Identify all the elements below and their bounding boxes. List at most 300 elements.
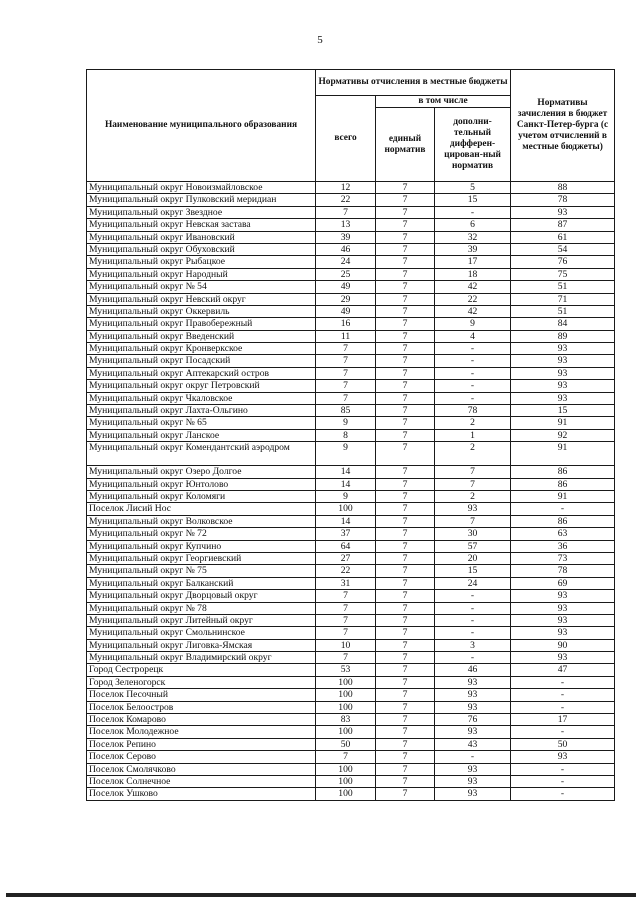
municipality-name-cell: Город Сестрорецк [87,664,316,676]
additional-norm-cell: 7 [435,515,511,527]
table-row [87,268,615,280]
additional-norm-cell: 4 [435,330,511,342]
additional-norm-cell: 15 [435,194,511,206]
spb-norm-cell: 78 [511,565,615,577]
table-row [87,355,615,367]
total-cell: 7 [316,614,376,626]
additional-norm-cell: - [435,392,511,404]
total-cell: 49 [316,281,376,293]
table-row [87,676,615,688]
total-cell: 53 [316,664,376,676]
unified-norm-cell: 7 [376,775,435,787]
additional-norm-cell: 24 [435,577,511,589]
spb-norm-cell: 92 [511,429,615,441]
municipality-name-cell: Поселок Лисий Нос [87,503,316,515]
additional-norm-cell: 5 [435,182,511,194]
spb-norm-cell: 90 [511,639,615,651]
total-cell: 24 [316,256,376,268]
spb-norm-cell: 78 [511,194,615,206]
header-total: всего [316,96,376,182]
table-row [87,751,615,763]
spb-norm-cell: 76 [511,256,615,268]
unified-norm-cell: 7 [376,528,435,540]
spb-norm-cell: 73 [511,552,615,564]
spb-norm-cell: 91 [511,417,615,429]
unified-norm-cell: 7 [376,194,435,206]
municipality-name-cell: Муниципальный округ Смольнинское [87,627,316,639]
total-cell: 22 [316,194,376,206]
additional-norm-cell: 57 [435,540,511,552]
spb-norm-cell: - [511,676,615,688]
spb-norm-cell: 93 [511,590,615,602]
total-cell: 7 [316,367,376,379]
table-row [87,380,615,392]
unified-norm-cell: 7 [376,552,435,564]
total-cell: 14 [316,478,376,490]
municipality-name-cell: Муниципальный округ Юнтолово [87,478,316,490]
additional-norm-cell: 93 [435,676,511,688]
unified-norm-cell: 7 [376,243,435,255]
municipality-name-cell: Поселок Серово [87,751,316,763]
municipality-name-cell: Муниципальный округ Волковское [87,515,316,527]
spb-norm-cell: 93 [511,206,615,218]
additional-norm-cell: 30 [435,528,511,540]
additional-norm-cell: 93 [435,775,511,787]
municipality-name-cell: Муниципальный округ Кронверкское [87,343,316,355]
spb-norm-cell: 91 [511,442,615,466]
total-cell: 46 [316,243,376,255]
total-cell: 14 [316,515,376,527]
unified-norm-cell: 7 [376,330,435,342]
table-row [87,343,615,355]
total-cell: 25 [316,268,376,280]
unified-norm-cell: 7 [376,590,435,602]
spb-norm-cell: - [511,775,615,787]
table-row [87,478,615,490]
spb-norm-cell: - [511,788,615,800]
unified-norm-cell: 7 [376,182,435,194]
additional-norm-cell: 93 [435,689,511,701]
municipality-name-cell: Поселок Белоостров [87,701,316,713]
additional-norm-cell: 76 [435,714,511,726]
municipality-name-cell: Поселок Ушково [87,788,316,800]
header-including: в том числе [376,96,511,108]
unified-norm-cell: 7 [376,343,435,355]
spb-norm-cell: 93 [511,751,615,763]
additional-norm-cell: 20 [435,552,511,564]
total-cell: 7 [316,206,376,218]
municipality-name-cell: Муниципальный округ Литейный округ [87,614,316,626]
unified-norm-cell: 7 [376,392,435,404]
spb-norm-cell: 93 [511,355,615,367]
additional-norm-cell: - [435,627,511,639]
table-row [87,182,615,194]
additional-norm-cell: 6 [435,219,511,231]
additional-norm-cell: 7 [435,478,511,490]
unified-norm-cell: 7 [376,614,435,626]
unified-norm-cell: 7 [376,515,435,527]
unified-norm-cell: 7 [376,318,435,330]
unified-norm-cell: 7 [376,305,435,317]
total-cell: 100 [316,788,376,800]
total-cell: 31 [316,577,376,589]
additional-norm-cell: - [435,590,511,602]
total-cell: 100 [316,726,376,738]
municipality-name-cell: Поселок Песочный [87,689,316,701]
additional-norm-cell: 7 [435,466,511,478]
table-row [87,392,615,404]
page-number: 5 [317,34,323,46]
table-row [87,726,615,738]
total-cell: 100 [316,503,376,515]
spb-norm-cell: 93 [511,367,615,379]
additional-norm-cell: 93 [435,788,511,800]
spb-norm-cell: 15 [511,405,615,417]
municipality-name-cell: Муниципальный округ Введенский [87,330,316,342]
table-row [87,689,615,701]
spb-norm-cell: 71 [511,293,615,305]
total-cell: 7 [316,602,376,614]
additional-norm-cell: - [435,751,511,763]
unified-norm-cell: 7 [376,751,435,763]
total-cell: 11 [316,330,376,342]
spb-norm-cell: 51 [511,281,615,293]
spb-norm-cell: 93 [511,614,615,626]
additional-norm-cell: - [435,614,511,626]
additional-norm-cell: 2 [435,442,511,466]
unified-norm-cell: 7 [376,417,435,429]
table-row [87,231,615,243]
table-header [87,70,615,182]
table-row [87,318,615,330]
total-cell: 37 [316,528,376,540]
total-cell: 50 [316,738,376,750]
unified-norm-cell: 7 [376,490,435,502]
municipality-name-cell: Муниципальный округ № 78 [87,602,316,614]
spb-norm-cell: 86 [511,466,615,478]
total-cell: 49 [316,305,376,317]
total-cell: 64 [316,540,376,552]
table-row [87,552,615,564]
municipality-name-cell: Поселок Солнечное [87,775,316,787]
additional-norm-cell: 43 [435,738,511,750]
table-row [87,590,615,602]
municipality-name-cell: Муниципальный округ Лахта-Ольгино [87,405,316,417]
spb-norm-cell: 93 [511,392,615,404]
total-cell: 7 [316,652,376,664]
spb-norm-cell: 91 [511,490,615,502]
additional-norm-cell: 93 [435,503,511,515]
municipality-name-cell: Муниципальный округ Рыбацкое [87,256,316,268]
municipality-name-cell: Муниципальный округ Лиговка-Ямская [87,639,316,651]
unified-norm-cell: 7 [376,503,435,515]
spb-norm-cell: 86 [511,478,615,490]
municipality-name-cell: Муниципальный округ Купчино [87,540,316,552]
table-row [87,614,615,626]
additional-norm-cell: 42 [435,281,511,293]
spb-norm-cell: 84 [511,318,615,330]
municipality-name-cell: Муниципальный округ Коломяги [87,490,316,502]
table-row [87,577,615,589]
spb-norm-cell: 88 [511,182,615,194]
spb-norm-cell: 63 [511,528,615,540]
table-row [87,281,615,293]
municipality-name-cell: Муниципальный округ Георгиевский [87,552,316,564]
table-row [87,206,615,218]
municipality-name-cell: Поселок Молодежное [87,726,316,738]
header-unified: единый норматив [376,108,435,182]
unified-norm-cell: 7 [376,442,435,466]
total-cell: 9 [316,442,376,466]
unified-norm-cell: 7 [376,738,435,750]
additional-norm-cell: 42 [435,305,511,317]
total-cell: 100 [316,763,376,775]
spb-norm-cell: 54 [511,243,615,255]
spb-norm-cell: 93 [511,652,615,664]
unified-norm-cell: 7 [376,689,435,701]
municipality-name-cell: Муниципальный округ Озеро Долгое [87,466,316,478]
total-cell: 13 [316,219,376,231]
table-row [87,256,615,268]
municipality-name-cell: Муниципальный округ № 72 [87,528,316,540]
total-cell: 14 [316,466,376,478]
municipality-name-cell: Муниципальный округ Ивановский [87,231,316,243]
table-row [87,466,615,478]
table-row [87,528,615,540]
additional-norm-cell: - [435,206,511,218]
total-cell: 8 [316,429,376,441]
additional-norm-cell: 15 [435,565,511,577]
norms-table [86,69,615,801]
spb-norm-cell: 86 [511,515,615,527]
unified-norm-cell: 7 [376,602,435,614]
table-row [87,565,615,577]
unified-norm-cell: 7 [376,206,435,218]
table-row [87,664,615,676]
unified-norm-cell: 7 [376,281,435,293]
additional-norm-cell: - [435,367,511,379]
spb-norm-cell: 93 [511,343,615,355]
municipality-name-cell: Муниципальный округ Балканский [87,577,316,589]
total-cell: 27 [316,552,376,564]
municipality-name-cell: Муниципальный округ Пулковский меридиан [87,194,316,206]
table-row [87,738,615,750]
unified-norm-cell: 7 [376,367,435,379]
spb-norm-cell: 36 [511,540,615,552]
total-cell: 7 [316,392,376,404]
unified-norm-cell: 7 [376,231,435,243]
spb-norm-cell: 50 [511,738,615,750]
spb-norm-cell: 17 [511,714,615,726]
unified-norm-cell: 7 [376,540,435,552]
unified-norm-cell: 7 [376,714,435,726]
spb-norm-cell: 89 [511,330,615,342]
total-cell: 100 [316,775,376,787]
municipality-name-cell: Муниципальный округ Владимирский округ [87,652,316,664]
unified-norm-cell: 7 [376,256,435,268]
additional-norm-cell: 39 [435,243,511,255]
municipality-name-cell: Муниципальный округ № 75 [87,565,316,577]
municipality-name-cell: Муниципальный округ округ Петровский [87,380,316,392]
municipality-name-cell: Поселок Смолячково [87,763,316,775]
unified-norm-cell: 7 [376,577,435,589]
scan-border-line [6,893,636,897]
municipality-name-cell: Муниципальный округ Оккервиль [87,305,316,317]
table-row [87,714,615,726]
municipality-name-cell: Муниципальный округ Посадский [87,355,316,367]
total-cell: 83 [316,714,376,726]
municipality-name-cell: Город Зеленогорск [87,676,316,688]
table-row [87,503,615,515]
additional-norm-cell: 18 [435,268,511,280]
municipality-name-cell: Муниципальный округ № 65 [87,417,316,429]
additional-norm-cell: 22 [435,293,511,305]
total-cell: 9 [316,490,376,502]
total-cell: 85 [316,405,376,417]
table-row [87,639,615,651]
additional-norm-cell: 93 [435,701,511,713]
unified-norm-cell: 7 [376,293,435,305]
additional-norm-cell: 46 [435,664,511,676]
unified-norm-cell: 7 [376,565,435,577]
total-cell: 16 [316,318,376,330]
unified-norm-cell: 7 [376,639,435,651]
unified-norm-cell: 7 [376,726,435,738]
municipality-name-cell: Муниципальный округ Чкаловское [87,392,316,404]
table-row [87,540,615,552]
table-row [87,219,615,231]
table-row [87,788,615,800]
spb-norm-cell: 87 [511,219,615,231]
total-cell: 7 [316,627,376,639]
total-cell: 100 [316,701,376,713]
total-cell: 9 [316,417,376,429]
table-row [87,602,615,614]
table-row [87,194,615,206]
table-row [87,293,615,305]
table-row [87,763,615,775]
municipality-name-cell: Муниципальный округ Обуховский [87,243,316,255]
total-cell: 22 [316,565,376,577]
municipality-name-cell: Муниципальный округ Невский округ [87,293,316,305]
table-row [87,367,615,379]
table-row [87,627,615,639]
header-spb-norms: Нормативы зачисления в бюджет Санкт-Петер-бурга (с учетом отчислений в местные бюджеты) [511,70,615,182]
municipality-name-cell: Муниципальный округ Правобережный [87,318,316,330]
total-cell: 7 [316,355,376,367]
additional-norm-cell: - [435,380,511,392]
additional-norm-cell: 9 [435,318,511,330]
unified-norm-cell: 7 [376,380,435,392]
total-cell: 7 [316,751,376,763]
unified-norm-cell: 7 [376,701,435,713]
total-cell: 10 [316,639,376,651]
header-name: Наименование муниципального образования [87,70,316,182]
spb-norm-cell: 93 [511,602,615,614]
table-row [87,490,615,502]
municipality-name-cell: Муниципальный округ Комендантский аэродром [87,442,316,466]
municipality-name-cell: Поселок Комарово [87,714,316,726]
unified-norm-cell: 7 [376,429,435,441]
header-local-norms: Нормативы отчисления в местные бюджеты [316,70,511,96]
spb-norm-cell: - [511,726,615,738]
municipality-name-cell: Поселок Репино [87,738,316,750]
additional-norm-cell: - [435,652,511,664]
spb-norm-cell: - [511,763,615,775]
spb-norm-cell: - [511,701,615,713]
spb-norm-cell: 75 [511,268,615,280]
spb-norm-cell: 93 [511,380,615,392]
spb-norm-cell: - [511,689,615,701]
spb-norm-cell: 47 [511,664,615,676]
total-cell: 39 [316,231,376,243]
table-row [87,442,615,466]
table-body [87,182,615,801]
additional-norm-cell: 1 [435,429,511,441]
unified-norm-cell: 7 [376,219,435,231]
additional-norm-cell: - [435,602,511,614]
spb-norm-cell: 51 [511,305,615,317]
unified-norm-cell: 7 [376,763,435,775]
spb-norm-cell: - [511,503,615,515]
table-row [87,305,615,317]
table-row [87,417,615,429]
spb-norm-cell: 93 [511,627,615,639]
additional-norm-cell: 17 [435,256,511,268]
spb-norm-cell: 69 [511,577,615,589]
additional-norm-cell: 93 [435,763,511,775]
municipality-name-cell: Муниципальный округ Звездное [87,206,316,218]
municipality-name-cell: Муниципальный округ № 54 [87,281,316,293]
unified-norm-cell: 7 [376,466,435,478]
table-row [87,405,615,417]
unified-norm-cell: 7 [376,676,435,688]
table-row [87,429,615,441]
additional-norm-cell: - [435,355,511,367]
total-cell: 7 [316,590,376,602]
table-row [87,652,615,664]
total-cell: 12 [316,182,376,194]
additional-norm-cell: - [435,343,511,355]
additional-norm-cell: 78 [435,405,511,417]
total-cell: 29 [316,293,376,305]
unified-norm-cell: 7 [376,627,435,639]
table-row [87,515,615,527]
table-row [87,243,615,255]
additional-norm-cell: 32 [435,231,511,243]
additional-norm-cell: 3 [435,639,511,651]
municipality-name-cell: Муниципальный округ Новоизмайловское [87,182,316,194]
unified-norm-cell: 7 [376,664,435,676]
unified-norm-cell: 7 [376,478,435,490]
additional-norm-cell: 93 [435,726,511,738]
table-row [87,775,615,787]
municipality-name-cell: Муниципальный округ Ланское [87,429,316,441]
spb-norm-cell: 61 [511,231,615,243]
municipality-name-cell: Муниципальный округ Народный [87,268,316,280]
additional-norm-cell: 2 [435,417,511,429]
unified-norm-cell: 7 [376,355,435,367]
municipality-name-cell: Муниципальный округ Аптекарский остров [87,367,316,379]
municipality-name-cell: Муниципальный округ Невская застава [87,219,316,231]
total-cell: 100 [316,689,376,701]
table-row [87,330,615,342]
total-cell: 7 [316,380,376,392]
total-cell: 7 [316,343,376,355]
additional-norm-cell: 2 [435,490,511,502]
unified-norm-cell: 7 [376,788,435,800]
unified-norm-cell: 7 [376,405,435,417]
